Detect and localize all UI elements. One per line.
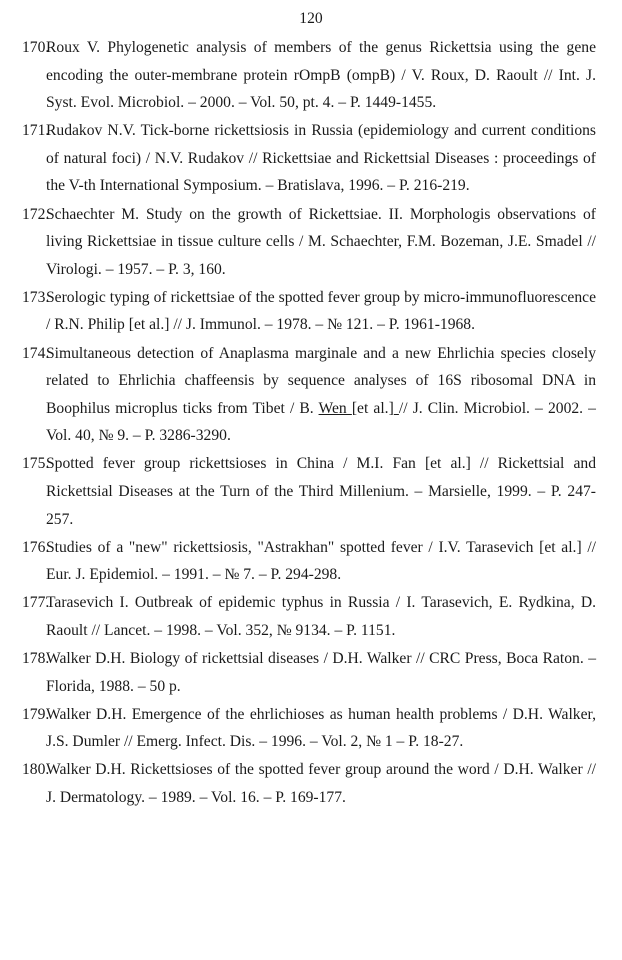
reference-number: 172. — [22, 205, 50, 223]
reference-item — [0, 34, 622, 117]
reference-number: 178. — [22, 650, 50, 668]
reference-number: 170. — [22, 39, 50, 56]
reference-item — [0, 589, 622, 644]
reference-text: Walker D.H. Biology of rickettsial diseases / D.H. Walker // CRC Press, Boca Raton. – Florida, 1988. – 50 p. — [46, 650, 596, 695]
reference-item — [0, 284, 622, 339]
reference-text: Tarasevich I. Outbreak of epidemic typhus in Russia / I. Tarasevich, E. Rydkina, D. Raoult // Lancet. – 1998. – Vol. 352, № 9134. – P. 1151. — [46, 594, 596, 639]
reference-text: Walker D.H. Rickettsioses of the spotted fever group around the word / D.H. Walker // J. Dermatology. – 1989. – Vol. 16. – P. 169-177. — [46, 761, 596, 807]
reference-text: Studies of a "new" rickettsiosis, "Astrakhan" spotted fever / I.V. Tarasevich [et al.] // Eur. J. Epidemiol. – 1991. – № 7. – P. 294-298. — [46, 538, 596, 584]
reference-number: 176. — [22, 538, 50, 556]
reference-item — [0, 534, 622, 589]
reference-item — [0, 117, 622, 200]
reference-number: 175. — [22, 455, 50, 473]
reference-text: Spotted fever group rickettsioses in China / M.I. Fan [et al.] // Rickettsial and Rickettsial Diseases at the Turn of the Third Millenium. – Marsielle, 1999. – P. 247-257. — [46, 455, 596, 528]
reference-number: 171. — [22, 122, 50, 140]
reference-number: 179. — [22, 705, 50, 723]
reference-number: 180. — [22, 761, 50, 779]
page-number: 120 — [299, 10, 323, 27]
reference-item — [0, 450, 622, 533]
reference-item — [0, 645, 622, 700]
reference-text-middle: [et al.] — [351, 399, 394, 417]
underlined-author: Wen — [318, 399, 352, 417]
reference-text: Serologic typing of rickettsiae of the spotted fever group by micro-immunofluorescence / R.N. Philip [et al.] // J. Immunol. – 1978. – № 121. – P. 1961-1968. — [46, 288, 596, 334]
reference-list — [0, 34, 622, 812]
reference-text-after: // J. Clin. Microbiol. – 2002. – Vol. 40, № 9. – P. 3286-3290. — [46, 399, 596, 445]
reference-text: Rudakov N.V. Tick-borne rickettsiosis in Russia (epidemiology and current conditions of natural foci) / N.V. Rudakov // Rickettsiae and Rickettsial Diseases : proceedings of the V-th International Symposium. – Bratislava, 1996. – P. 216-219. — [46, 122, 596, 195]
reference-item — [0, 340, 622, 450]
reference-number: 174. — [22, 344, 50, 362]
reference-text: Simultaneous detection of Anaplasma marginale and a new Ehrlichia species closely related to Ehrlichia chaffeensis by sequence analyses of 16S ribosomal DNA in Boophilus microplus ticks from Tibet / B. — [46, 344, 596, 417]
reference-item — [0, 201, 622, 284]
reference-text: Walker D.H. Emergence of the ehrlichioses as human health problems / D.H. Walker, J.S. Dumler // Emerg. Infect. Dis. – 1996. – Vol. 2, № 1 – P. 18-27. — [46, 705, 596, 751]
reference-text: Schaechter M. Study on the growth of Rickettsiae. II. Morphologis observations of living Rickettsiae in tissue culture cells / M. Schaechter, F.M. Bozeman, J.E. Smadel // Virologi. – 1957. – P. 3, 160. — [46, 205, 596, 278]
reference-text: Roux V. Phylogenetic analysis of members of the genus Rickettsia using the gene encoding the outer-membrane protein rOmpB (ompB) / V. Roux, D. Raoult // Int. J. Syst. Evol. Microbiol. – 2000. – Vol. 50, pt. 4. – P. 1449-1455. — [46, 39, 596, 112]
reference-item — [0, 756, 622, 811]
reference-number: 177. — [22, 594, 50, 612]
reference-number: 173. — [22, 288, 50, 306]
reference-item — [0, 701, 622, 756]
